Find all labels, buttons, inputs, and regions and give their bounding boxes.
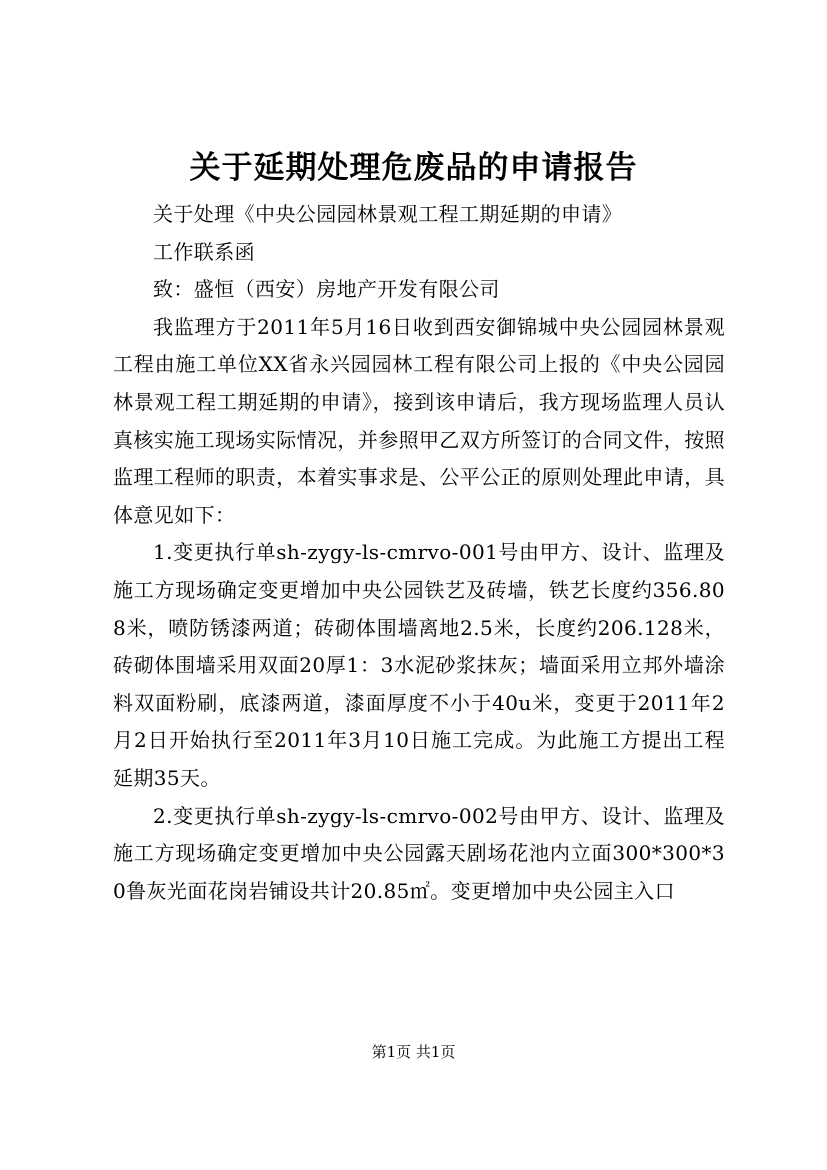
document-body — [113, 196, 725, 910]
item-paragraph-2: 2.变更执行单sh-zygy-ls-cmrvo-002号由甲方、设计、监理及施工方现场确定变更增加中央公园露天剧场花池内立面300*300*30鲁灰光面花岗岩铺设共计20.85㎡。变更增加中央公园主入口 — [113, 803, 725, 903]
subject-line: 关于处理《中央公园园林景观工程工期延期的申请》 — [153, 202, 623, 226]
document-title: 关于延期处理危废品的申请报告 — [189, 150, 638, 186]
document-type-line: 工作联系函 — [153, 239, 255, 264]
page-number-footer: 第1页 共1页 — [371, 1043, 456, 1061]
recipient-line: 致：盛恒（西安）房地产开发有限公司 — [153, 277, 500, 302]
item-paragraph-1: 1.变更执行单sh-zygy-ls-cmrvo-001号由甲方、设计、监理及施工方现场确定变更增加中央公园铁艺及砖墙，铁艺长度约356.808米，喷防锈漆两道；砖砌体围墙离地2.5米，长度约206.128米，砖砌体围墙采用双面20厚1：3水泥砂浆抹灰；墙面采用立邦外墙涂料双面粉刷，底漆两道，漆面厚度不小于40u米，变更于2011年2月2日开始执行至2011年3月10日施工完成。为此施工方提出工程延期35天。 — [113, 540, 725, 790]
intro-paragraph: 我监理方于2011年5月16日收到西安御锦城中央公园园林景观工程由施工单位XX省永兴园园林工程有限公司上报的《中央公园园林景观工程工期延期的申请》，接到该申请后，我方现场监理人员认真核实施工现场实际情况，并参照甲乙双方所签订的合同文件，按照监理工程师的职责，本着实事求是、公平公正的原则处理此申请，具体意见如下： — [113, 314, 725, 527]
